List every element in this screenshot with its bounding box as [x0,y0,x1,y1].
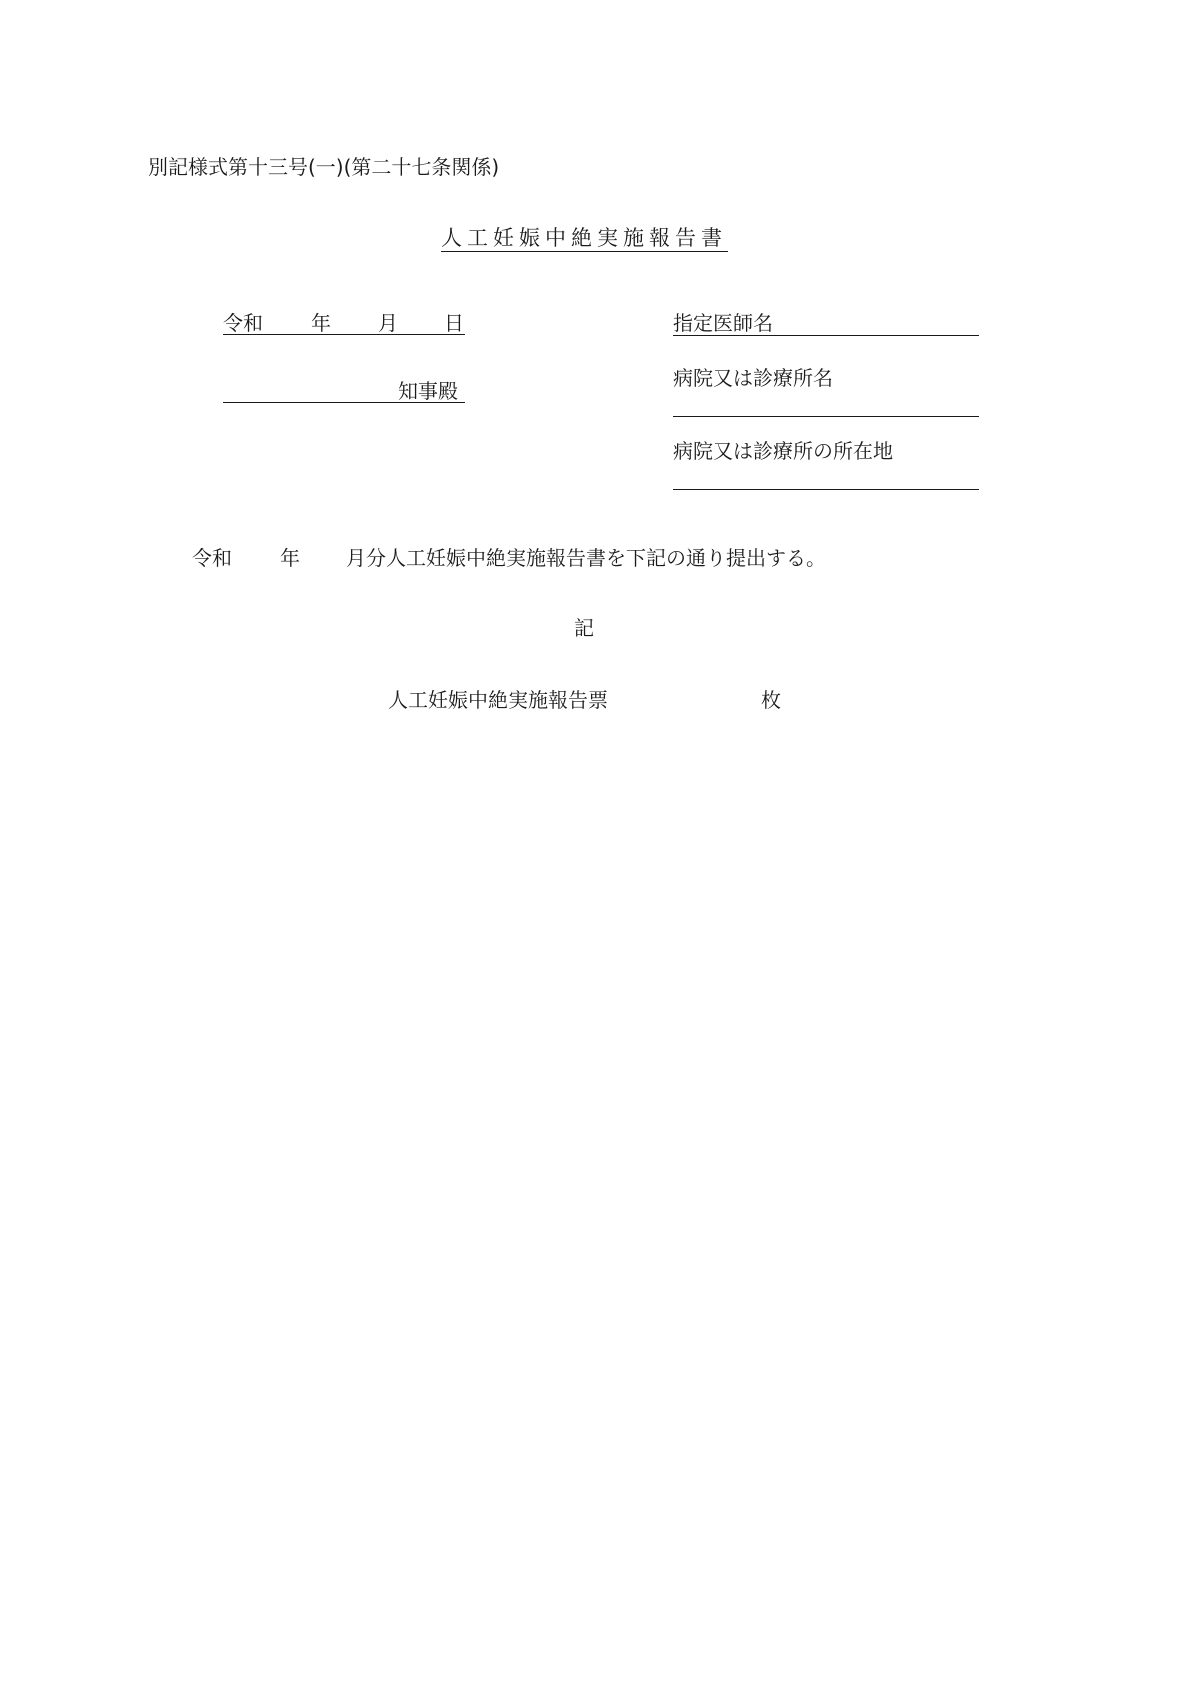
doctor-name-line [673,335,979,336]
hospital-address-line [673,489,979,490]
hospital-name-line [673,416,979,417]
date-day-unit: 日 [444,311,464,335]
governor-name-line [223,402,465,403]
body-year-unit: 年 [280,546,300,570]
governor-title: 知事殿 [398,379,458,403]
form-number: 別記様式第十三号(一)(第二十七条関係) [148,155,500,179]
document-title: 人工妊娠中絶実施報告書 [441,226,727,250]
hospital-name-label: 病院又は診療所名 [673,366,833,390]
hospital-address-label: 病院又は診療所の所在地 [673,439,893,463]
body-text: 月分人工妊娠中絶実施報告書を下記の通り提出する。 [346,546,826,570]
ki-heading: 記 [574,616,594,640]
doctor-name-label: 指定医師名 [673,311,773,335]
date-era: 令和 [223,311,263,335]
slip-unit: 枚 [761,688,781,712]
date-year-unit: 年 [311,311,331,335]
slip-label: 人工妊娠中絶実施報告票 [388,688,608,712]
date-underline [223,334,465,335]
date-month-unit: 月 [378,311,398,335]
body-era: 令和 [192,546,232,570]
title-underline [441,251,728,252]
